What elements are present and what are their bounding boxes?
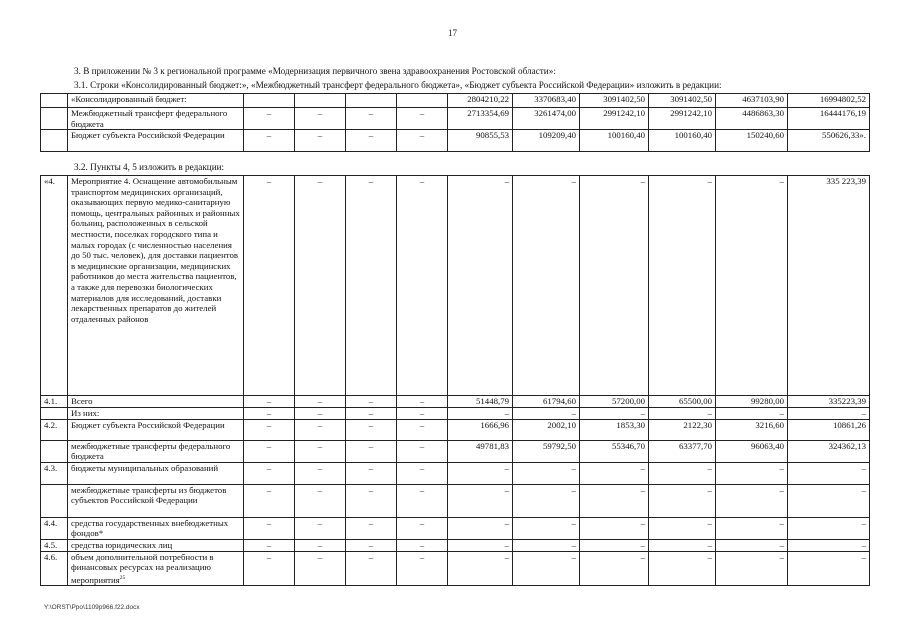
cell-c1: –	[244, 407, 295, 419]
table-row	[41, 130, 870, 152]
cell-v5: –	[716, 539, 788, 551]
table-measure-4	[40, 175, 870, 586]
cell-v2: –	[513, 462, 580, 484]
cell-v2: –	[513, 551, 580, 586]
cell-v4: 2991242,10	[649, 108, 716, 130]
cell-num: 4.4.	[41, 517, 68, 539]
cell-v3: –	[580, 539, 649, 551]
cell-c2: –	[295, 407, 346, 419]
cell-v1: 51448,79	[448, 396, 513, 408]
table-row	[41, 176, 870, 396]
cell-num: 4.3.	[41, 462, 68, 484]
cell-c3: –	[346, 551, 397, 586]
cell-c2: –	[295, 108, 346, 130]
cell-v1: –	[448, 539, 513, 551]
cell-total: 16994802,52	[788, 94, 870, 108]
cell-v2: 59792,50	[513, 440, 580, 462]
cell-v3: 1853,30	[580, 419, 649, 440]
cell-c4: –	[397, 462, 448, 484]
cell-c1: –	[244, 517, 295, 539]
table-row	[41, 94, 870, 108]
cell-c3: –	[346, 517, 397, 539]
cell-c4: –	[397, 176, 448, 396]
cell-name: «Консолидированный бюджет:	[68, 94, 244, 108]
cell-name: Мероприятие 4. Оснащение автомобильным транспортом медицинских организаций, оказывающих первую медико-санитарную помощь, центральных районных и районных больниц, расположенных в сельской местности, поселках городского типа и малых городах (с численностью населения до 50 тыс. человек), для доставки пациентов в медицинские организации, медицинских работников до места жительства пациентов, а также для перевозки биологических материалов для исследований, доставки лекарственных препаратов до жителей отдаленных районов	[68, 176, 244, 396]
cell-total: –	[788, 407, 870, 419]
cell-v5: –	[716, 484, 788, 517]
cell-v1: 2713354,69	[448, 108, 513, 130]
cell-c4: –	[397, 407, 448, 419]
cell-v4: –	[649, 539, 716, 551]
cell-v4: –	[649, 176, 716, 396]
cell-v1: 2804210,22	[448, 94, 513, 108]
footnote-marker: 25	[119, 574, 126, 581]
cell-v3: 100160,40	[580, 130, 649, 152]
cell-num	[41, 440, 68, 462]
cell-v4: –	[649, 407, 716, 419]
cell-v5: 4486863,30	[716, 108, 788, 130]
cell-c4: –	[397, 419, 448, 440]
cell-v1: –	[448, 407, 513, 419]
cell-v5: –	[716, 176, 788, 396]
cell-v1: 90855,53	[448, 130, 513, 152]
cell-v1: 49781,83	[448, 440, 513, 462]
cell-v3: –	[580, 462, 649, 484]
cell-v5: 99280,00	[716, 396, 788, 408]
cell-v1: –	[448, 462, 513, 484]
cell-v5: 4637103,90	[716, 94, 788, 108]
table-row	[41, 517, 870, 539]
cell-v5: –	[716, 551, 788, 586]
cell-num	[41, 484, 68, 517]
cell-c3: –	[346, 419, 397, 440]
cell-v3: –	[580, 484, 649, 517]
paragraph-3-2: 3.2. Пункты 4, 5 изложить в редакции:	[74, 162, 225, 172]
cell-v4: –	[649, 517, 716, 539]
cell-c2: –	[295, 440, 346, 462]
cell-c2: –	[295, 484, 346, 517]
cell-total: 550626,33».	[788, 130, 870, 152]
cell-num: 4.5.	[41, 539, 68, 551]
cell-c1: –	[244, 108, 295, 130]
cell-c4: –	[397, 108, 448, 130]
cell-v3: 2991242,10	[580, 108, 649, 130]
cell-v2: 2002,10	[513, 419, 580, 440]
cell-c2: –	[295, 419, 346, 440]
cell-c1: –	[244, 130, 295, 152]
cell-v3: –	[580, 517, 649, 539]
cell-name: бюджеты муниципальных образований	[68, 462, 244, 484]
cell-v1: –	[448, 484, 513, 517]
cell-name: Бюджет субъекта Российской Федерации	[68, 419, 244, 440]
cell-v5: –	[716, 517, 788, 539]
cell-v2: –	[513, 176, 580, 396]
cell-v2: –	[513, 484, 580, 517]
cell-num	[41, 407, 68, 419]
cell-v5: –	[716, 407, 788, 419]
cell-v4: –	[649, 551, 716, 586]
cell-c3: –	[346, 484, 397, 517]
cell-v4: 65500,00	[649, 396, 716, 408]
cell-v3: 55346,70	[580, 440, 649, 462]
cell-c3	[346, 94, 397, 108]
cell-v1: –	[448, 176, 513, 396]
cell-num: 4.2.	[41, 419, 68, 440]
cell-name: межбюджетные трансферты из бюджетов субъектов Российской Федерации	[68, 484, 244, 517]
cell-c2: –	[295, 517, 346, 539]
cell-c2: –	[295, 176, 346, 396]
table-row	[41, 462, 870, 484]
cell-v5: 3216,60	[716, 419, 788, 440]
cell-c2: –	[295, 539, 346, 551]
cell-total: –	[788, 539, 870, 551]
cell-v2: 61794,60	[513, 396, 580, 408]
cell-c1: –	[244, 396, 295, 408]
cell-c4	[397, 94, 448, 108]
cell-num: 4.1.	[41, 396, 68, 408]
cell-num: 4.6.	[41, 551, 68, 586]
cell-name: средства юридических лиц	[68, 539, 244, 551]
cell-c2: –	[295, 130, 346, 152]
cell-c4: –	[397, 517, 448, 539]
cell-c1: –	[244, 462, 295, 484]
cell-c1	[244, 94, 295, 108]
cell-c1: –	[244, 484, 295, 517]
cell-total: 335223,39	[788, 396, 870, 408]
cell-v4: –	[649, 462, 716, 484]
cell-v5: 150240,60	[716, 130, 788, 152]
paragraph-3-1: 3.1. Строки «Консолидированный бюджет:», «Межбюджетный трансферт федерального бюджета», «Бюджет субъекта Российской Федерации» изложить в редакции:	[74, 80, 722, 90]
table-row	[41, 419, 870, 440]
cell-v2: –	[513, 407, 580, 419]
cell-c4: –	[397, 396, 448, 408]
cell-c3: –	[346, 176, 397, 396]
cell-c3: –	[346, 396, 397, 408]
cell-v2: –	[513, 539, 580, 551]
cell-num	[41, 108, 68, 130]
cell-num	[41, 130, 68, 152]
cell-total: 324362,13	[788, 440, 870, 462]
cell-c1: –	[244, 551, 295, 586]
file-path-footer: Y:\ORST\Ppo\1109p966.f22.docx	[44, 604, 140, 611]
cell-name: средства государственных внебюджетных фондов*	[68, 517, 244, 539]
cell-c3: –	[346, 440, 397, 462]
table-row	[41, 407, 870, 419]
cell-c2	[295, 94, 346, 108]
cell-num: «4.	[41, 176, 68, 396]
cell-v4: 3091402,50	[649, 94, 716, 108]
cell-c4: –	[397, 484, 448, 517]
cell-c2: –	[295, 551, 346, 586]
table-row	[41, 440, 870, 462]
cell-num	[41, 94, 68, 108]
cell-c2: –	[295, 462, 346, 484]
table-row	[41, 539, 870, 551]
cell-c4: –	[397, 539, 448, 551]
cell-total: –	[788, 517, 870, 539]
cell-c1: –	[244, 419, 295, 440]
cell-name: межбюджетные трансферты федерального бюджета	[68, 440, 244, 462]
cell-total: –	[788, 551, 870, 586]
table-row	[41, 551, 870, 586]
cell-c3: –	[346, 407, 397, 419]
cell-v2: 3261474,00	[513, 108, 580, 130]
cell-c3: –	[346, 539, 397, 551]
cell-c4: –	[397, 551, 448, 586]
cell-c1: –	[244, 440, 295, 462]
cell-c4: –	[397, 440, 448, 462]
cell-v3: –	[580, 176, 649, 396]
cell-v3: 3091402,50	[580, 94, 649, 108]
cell-c2: –	[295, 396, 346, 408]
cell-c1: –	[244, 539, 295, 551]
table-row	[41, 108, 870, 130]
cell-v2: 109209,40	[513, 130, 580, 152]
cell-v4: 100160,40	[649, 130, 716, 152]
cell-total: –	[788, 484, 870, 517]
table-row	[41, 396, 870, 408]
cell-v2: 3370683,40	[513, 94, 580, 108]
cell-total: 10861,26	[788, 419, 870, 440]
cell-c3: –	[346, 108, 397, 130]
cell-name: объем дополнительной потребности в финансовых ресурсах на реализацию мероприятия$^{25}$	[68, 551, 244, 586]
cell-v3: 57200,00	[580, 396, 649, 408]
cell-c3: –	[346, 462, 397, 484]
cell-v4: 2122,30	[649, 419, 716, 440]
cell-name: Бюджет субъекта Российской Федерации	[68, 130, 244, 152]
table-consolidated-budget	[40, 93, 870, 152]
cell-name: Из них:	[68, 407, 244, 419]
cell-c1: –	[244, 176, 295, 396]
cell-total: 335 223,39	[788, 176, 870, 396]
cell-name: Всего	[68, 396, 244, 408]
page-number: 17	[448, 28, 457, 38]
paragraph-3: 3. В приложении № 3 к региональной программе «Модернизация первичного звена здравоохранения Ростовской области»:	[74, 66, 556, 76]
cell-v4: –	[649, 484, 716, 517]
cell-v1: –	[448, 517, 513, 539]
cell-c3: –	[346, 130, 397, 152]
cell-v1: –	[448, 551, 513, 586]
cell-v5: 96063,40	[716, 440, 788, 462]
cell-v3: –	[580, 407, 649, 419]
cell-v3: –	[580, 551, 649, 586]
cell-total: 16444176,19	[788, 108, 870, 130]
cell-v5: –	[716, 462, 788, 484]
cell-v4: 63377,70	[649, 440, 716, 462]
cell-total: –	[788, 462, 870, 484]
cell-name: Межбюджетный трансферт федерального бюджета	[68, 108, 244, 130]
cell-v2: –	[513, 517, 580, 539]
cell-v1: 1666,96	[448, 419, 513, 440]
table-row	[41, 484, 870, 517]
cell-c4: –	[397, 130, 448, 152]
